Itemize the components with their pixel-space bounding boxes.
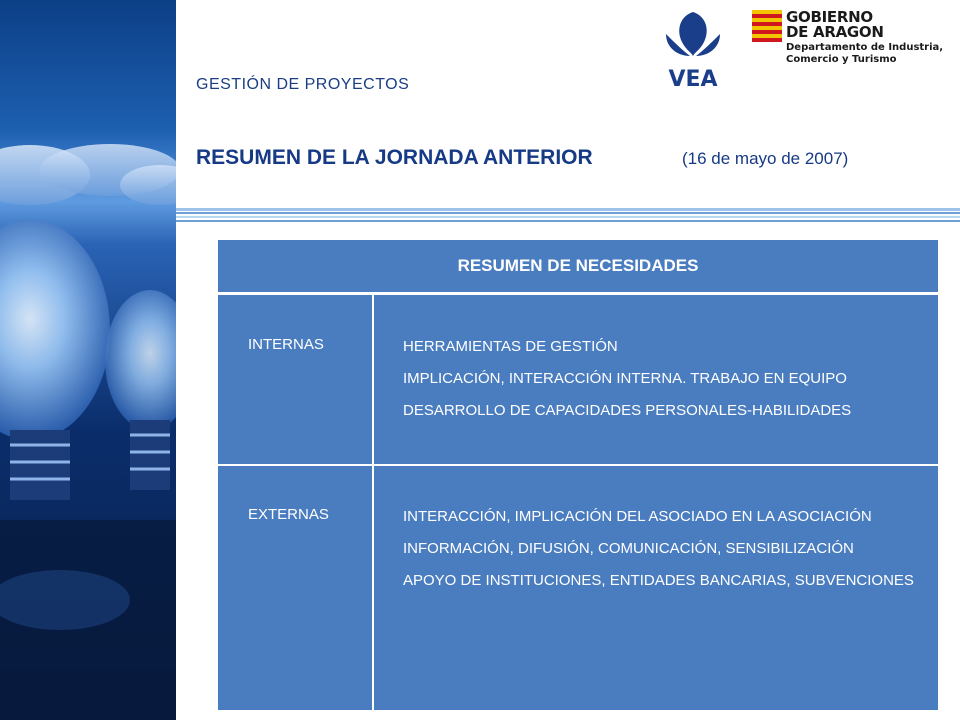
- dept-line1: Departamento de Industria,: [786, 42, 944, 53]
- list-item: INTERACCIÓN, IMPLICACIÓN DEL ASOCIADO EN LA ASOCIACIÓN: [403, 508, 872, 525]
- internal-needs-list: [403, 336, 933, 432]
- section-subtitle: GESTIÓN DE PROYECTOS: [196, 76, 410, 93]
- vea-logo: [660, 6, 726, 90]
- category-external: EXTERNAS: [248, 506, 329, 523]
- light-bulbs-photo: [0, 0, 176, 720]
- needs-summary-table: [218, 240, 938, 710]
- row-divider: [218, 464, 938, 466]
- table-header: RESUMEN DE NECESIDADES: [218, 240, 938, 295]
- external-needs-list: [403, 506, 933, 602]
- gobierno-aragon-logo: [786, 10, 884, 40]
- page-date: (16 de mayo de 2007): [682, 149, 849, 168]
- light-bulbs-illustration: [0, 0, 176, 720]
- department-name: [786, 42, 943, 66]
- banner-stripes: [176, 208, 960, 228]
- gobierno-line1: GOBIERNO: [786, 8, 873, 26]
- dept-line2: Comercio y Turismo: [786, 54, 897, 65]
- list-item: APOYO DE INSTITUCIONES, ENTIDADES BANCARIAS, SUBVENCIONES: [403, 572, 914, 589]
- column-divider: [372, 295, 374, 710]
- category-internal: INTERNAS: [248, 336, 324, 353]
- list-item: IMPLICACIÓN, INTERACCIÓN INTERNA. TRABAJO EN EQUIPO: [403, 370, 847, 387]
- vea-logo-text: VEA: [668, 67, 718, 90]
- gobierno-line2: DE ARAGON: [786, 23, 884, 41]
- list-item: INFORMACIÓN, DIFUSIÓN, COMUNICACIÓN, SENSIBILIZACIÓN: [403, 540, 854, 557]
- list-item: HERRAMIENTAS DE GESTIÓN: [403, 338, 618, 355]
- page-title: RESUMEN DE LA JORNADA ANTERIOR: [196, 146, 593, 169]
- list-item: DESARROLLO DE CAPACIDADES PERSONALES-HABILIDADES: [403, 402, 852, 419]
